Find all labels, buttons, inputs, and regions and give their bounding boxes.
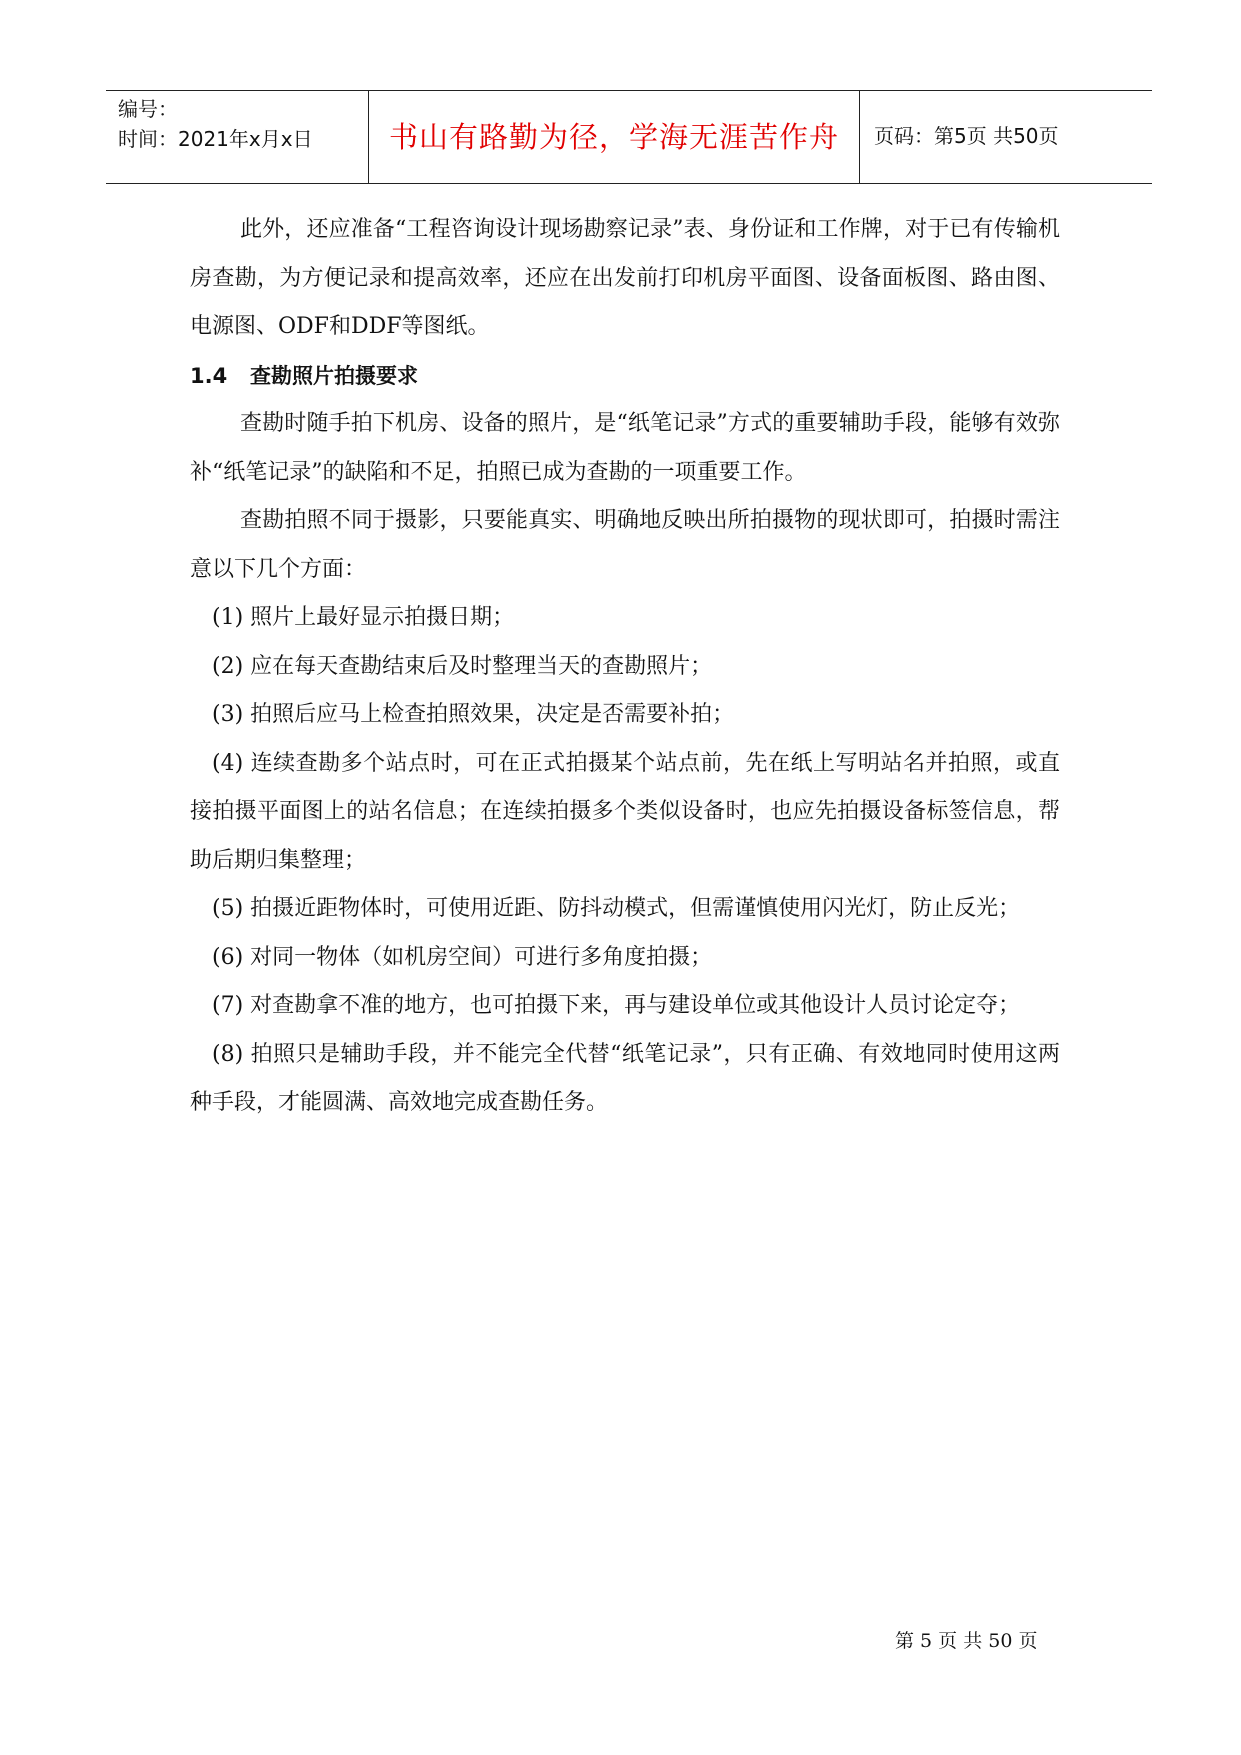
list-item-8: (8) 拍照只是辅助手段，并不能完全代替“纸笔记录”，只有正确、有效地同时使用这两种手段，才能圆满、高效地完成查勘任务。	[190, 1041, 1060, 1115]
list-item-7: (7) 对查勘拿不准的地方，也可拍摄下来，再与建设单位或其他设计人员讨论定夺；	[212, 993, 1021, 1018]
header-info	[106, 91, 369, 183]
list-item-5: (5) 拍摄近距物体时，可使用近距、防抖动模式，但需谨慎使用闪光灯，防止反光；	[212, 896, 1021, 921]
document-time-label: 时间：2021年x月x日	[118, 127, 313, 151]
list-item-6: (6) 对同一物体（如机房空间）可进行多角度拍摄；	[212, 944, 713, 970]
page-footer: 第 5 页 共 50 页	[895, 1630, 1038, 1652]
list-item-2: (2) 应在每天查勘结束后及时整理当天的查勘照片；	[212, 653, 713, 679]
document-number-label: 编号：	[118, 97, 178, 121]
section-heading	[190, 352, 1060, 401]
intro-paragraph: 此外，还应准备“工程咨询设计现场勘察记录”表、身份证和工作牌，对于已有传输机房查勘，为方便记录和提高效率，还应在出发前打印机房平面图、设备面板图、路由图、电源图、ODF和DDF等图纸。	[190, 217, 1060, 339]
paragraph-2: 查勘拍照不同于摄影，只要能真实、明确地反映出所拍摄物的现状即可，拍摄时需注意以下几个方面：	[190, 508, 1060, 582]
section-title: 查勘照片拍摄要求	[250, 363, 418, 388]
document-body	[190, 206, 1060, 1128]
list-item-3: (3) 拍照后应马上检查拍照效果，决定是否需要补拍；	[212, 702, 735, 727]
page-header	[106, 90, 1152, 184]
section-number: 1.4	[190, 363, 228, 388]
list-item-4: (4) 连续查勘多个站点时，可在正式拍摄某个站点前，先在纸上写明站名并拍照，或直接拍摄平面图上的站名信息；在连续拍摄多个类似设备时，也应先拍摄设备标签信息，帮助后期归集整理；	[190, 750, 1060, 873]
list-item-1: (1) 照片上最好显示拍摄日期；	[212, 605, 515, 630]
header-motto: 书山有路勤为径，学海无涯苦作舟	[369, 91, 860, 183]
paragraph-1: 查勘时随手拍下机房、设备的照片，是“纸笔记录”方式的重要辅助手段，能够有效弥补“纸笔记录”的缺陷和不足，拍照已成为查勘的一项重要工作。	[190, 411, 1060, 485]
header-page-label: 页码：第5页 共50页	[874, 123, 1059, 148]
